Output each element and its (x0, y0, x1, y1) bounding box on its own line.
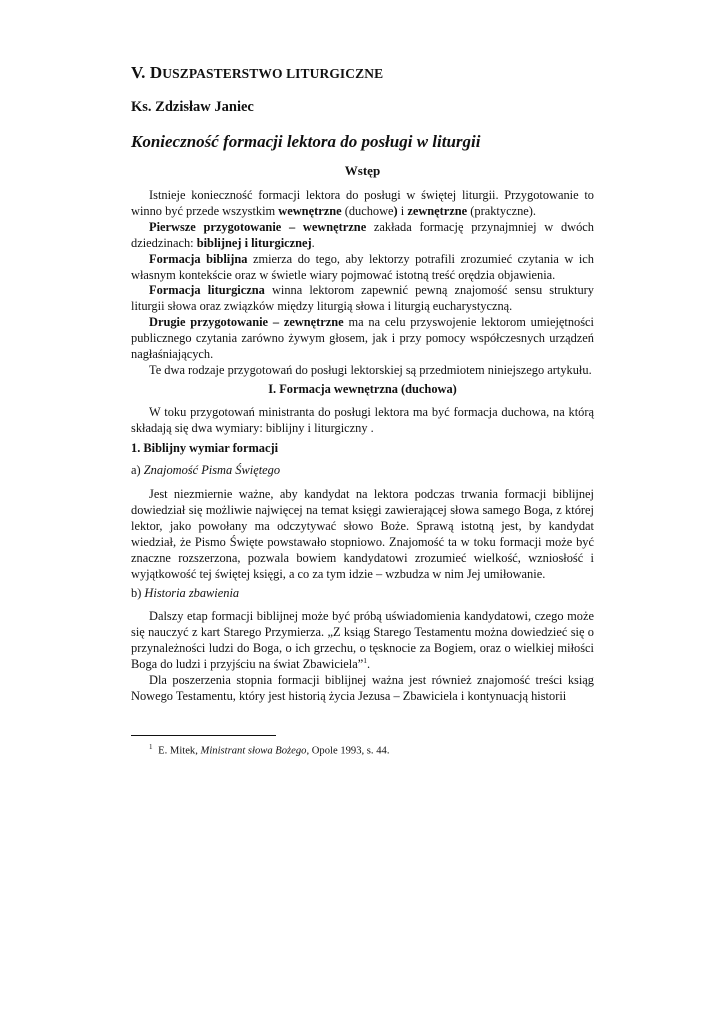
intro-heading: Wstęp (344, 163, 381, 178)
subsection-a-paragraph: Jest niezmiernie ważne, aby kandydat na lektora podczas trwania formacji biblijnej dowiedział się możliwie najwięcej na temat księgi zawierającej słowa samego Boga, z której lektor, jako powołany ma odczytywać słowo Boże. Sprawą istotną jest, by kandydat wiedział, że Pismo Święte powstawało stopniowo. Znajomość ta w toku formacji może być znaczne rozszerzona, pozwala bowiem kandydatowi zrozumieć wielkość, wzniosłość i wyjątkowość tej świętej księgi, a co za tym idzie – wzbudza w nim Jej umiłowanie. (131, 487, 594, 581)
intro-paragraph-1: Istnieje konieczność formacji lektora do posługi w świętej liturgii. Przygotowanie to winno być przede wszystkim wewnętrzne (duchowe) i zewnętrzne (praktyczne). (131, 188, 594, 218)
chapter-roman: V. D (131, 63, 163, 82)
intro-paragraph-6: Te dwa rodzaje przygotowań do posługi lektorskiej są przedmiotem niniejszego artykułu. (149, 362, 592, 377)
intro-paragraph-3: Formacja biblijna zmierza do tego, aby lektorzy potrafili zrozumieć czytania w ich własnym kontekście oraz w świetle wiary pojmować istotną treść orędzia objawienia. (131, 251, 594, 282)
subsection-heading: 1. Biblijny wymiar formacji (131, 441, 279, 455)
subsection-b-body (131, 609, 594, 704)
subsection-a-heading: a) Znajomość Pisma Świętego (131, 463, 281, 477)
intro-section (131, 188, 594, 379)
article-title: Konieczność formacji lektora do posługi w liturgii (131, 132, 481, 151)
chapter-heading (131, 63, 383, 83)
section-1-intro (131, 405, 594, 437)
intro-paragraph-5: Drugie przygotowanie – zewnętrzne ma na celu przyswojenie lektorom umiejętności publicznego czytania zarówno żywym głosem, jak i przy pomocy współczesnych urządzeń nagłaśniających. (131, 315, 594, 362)
subsection-b-paragraph-2: Dla poszerzenia stopnia formacji biblijnej ważna jest również znajomość treści ksiąg Nowego Testamentu, który jest historią życia Jezusa – Zbawiciela i kontynuacją historii (131, 672, 594, 703)
footnote-divider (131, 735, 276, 736)
footnote-mark: 1 (149, 743, 153, 751)
section-1-heading: I. Formacja wewnętrzna (duchowa) (268, 382, 457, 396)
section-1-intro-paragraph: W toku przygotowań ministranta do posługi lektora ma być formacja duchowa, na którą składają się dwa wymiary: biblijny i liturgiczny . (131, 405, 594, 435)
footnote-reference[interactable]: 1 (363, 655, 368, 665)
intro-paragraph-4: Formacja liturgiczna winna lektorom zapewnić pewną znajomość sensu struktury liturgii słowa oraz związków między liturgią słowa i liturgią eucharystyczną. (131, 283, 595, 314)
subsection-a-body (131, 487, 594, 582)
subsection-b-heading: b) Historia zbawienia (131, 586, 240, 600)
subsection-b-paragraph-1: Dalszy etap formacji biblijnej może być próbą uświadomienia kandydatowi, czego może się nauczyć z kart Starego Przymierza. „Z ksiąg Starego Testamentu można dowiedzieć się o przynależności ludzi do Boga, o ich grzechu, o tęsknocie za Bogiem, oraz o wielkiej miłości Boga do ludzi i przyjściu na świat Zbawiciela”$^1$. (131, 609, 594, 671)
intro-paragraph-2: Pierwsze przygotowanie – wewnętrzne zakłada formację przynajmniej w dwóch dziedzinach: biblijnej i liturgicznej. (131, 219, 594, 250)
author-name: Ks. Zdzisław Janiec (131, 99, 254, 115)
footnote: $^1$ E. Mitek, Ministrant słowa Bożego, Opole 1993, s. 44. (149, 743, 390, 757)
chapter-rest: USZPASTERSTWO LITURGICZNE (162, 66, 384, 81)
